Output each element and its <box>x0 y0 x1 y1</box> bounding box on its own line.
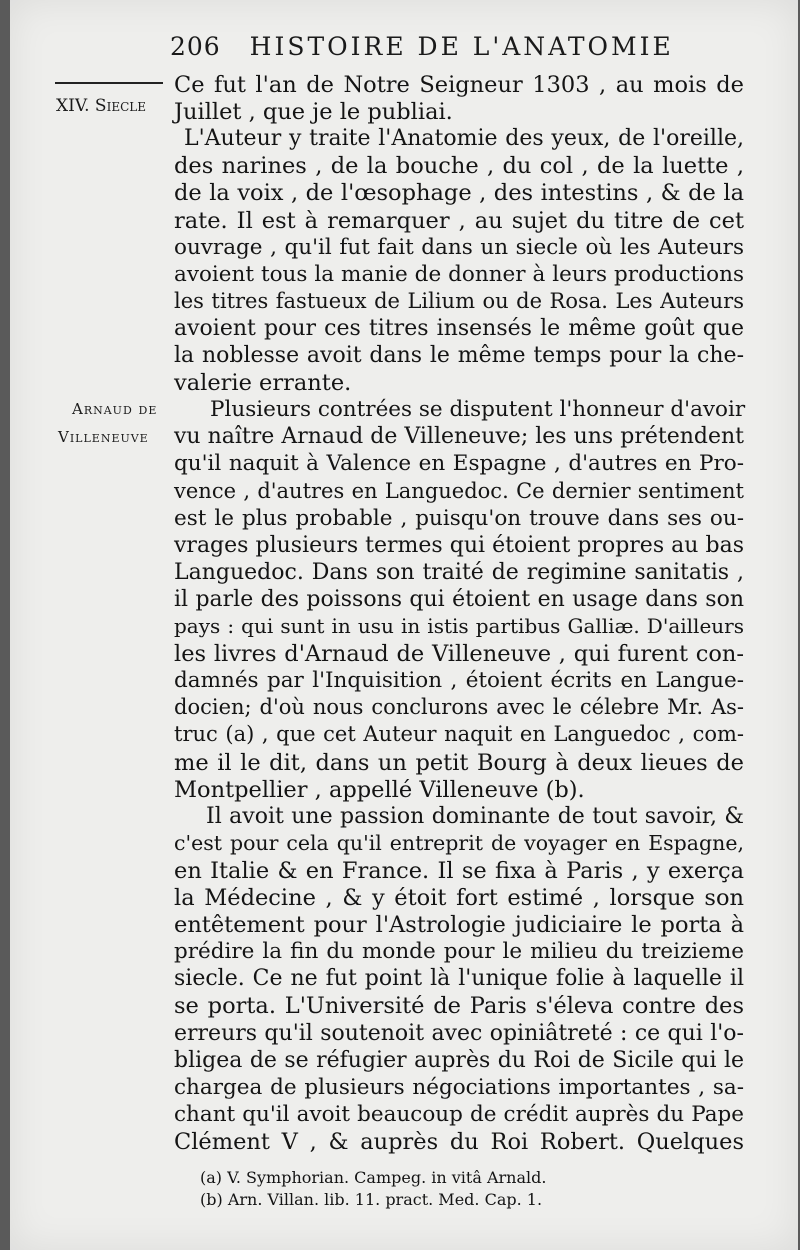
text-line: damnés par l'Inquisition , étoient écrits en Langue- <box>174 668 744 694</box>
text-line: pays : qui sunt in usu in istis partibus Galliæ. D'ailleurs <box>174 614 744 638</box>
text-line: rate. Il est à remarquer , au sujet du titre de cet <box>174 207 744 234</box>
text-line: les livres d'Arnaud de Villeneuve , qui furent con- <box>174 641 744 668</box>
text-line: prédire la fin du monde pour le milieu du treizieme <box>174 939 744 965</box>
margin-rule <box>55 82 163 84</box>
text-line: en Italie & en France. Il se fixa à Paris , y exerça <box>174 857 744 884</box>
text-line: Languedoc. Dans son traité de regimine sanitatis , <box>174 559 744 585</box>
text-line: avoient pour ces titres insensés le même goût que <box>174 315 744 341</box>
footnote-a: (a) V. Symphorian. Campeg. in vitâ Arnald. <box>200 1168 547 1187</box>
text-line: entêtement pour l'Astrologie judiciaire le porta à <box>174 912 744 939</box>
text-line: les titres fastueux de Lilium ou de Rosa. Les Auteurs <box>174 288 744 313</box>
text-line: Ce fut l'an de Notre Seigneur 1303 , au mois de <box>174 72 744 98</box>
page-header <box>170 32 770 61</box>
text-line: chargea de plusieurs négociations importantes , sa- <box>174 1074 744 1100</box>
text-line: docien; d'où nous conclurons avec le célebre Mr. As- <box>174 695 744 720</box>
text-line: avoient tous la manie de donner à leurs productions <box>174 261 744 287</box>
text-line: siecle. Ce ne fut point là l'unique folie à laquelle il <box>174 966 744 992</box>
text-line: Plusieurs contrées se disputent l'honneur d'avoir <box>210 397 746 423</box>
margin-note-name-1: Arnaud de <box>72 400 158 418</box>
text-line: vrages plusieurs termes qui étoient propres au bas <box>174 532 744 558</box>
text-line: erreurs qu'il soutenoit avec opiniâtreté : ce qui l'o- <box>174 1020 744 1046</box>
text-line: c'est pour cela qu'il entreprit de voyager en Espagne, <box>174 830 744 855</box>
text-line: L'Auteur y traite l'Anatomie des yeux, de l'oreille, <box>184 126 744 152</box>
text-line: il parle des poissons qui étoient en usage dans son <box>174 586 744 612</box>
text-line: bligea de se réfugier auprès du Roi de Sicile qui le <box>174 1047 744 1073</box>
text-line: chant qu'il avoit beaucoup de crédit auprès du Pape <box>174 1101 744 1127</box>
text-line: la noblesse avoit dans le même temps pour la che- <box>174 343 744 368</box>
text-line: des narines , de la bouche , du col , de la luette , <box>174 153 744 180</box>
text-line: valerie errante. <box>174 370 352 397</box>
text-line: vu naître Arnaud de Villeneuve; les uns prétendent <box>174 424 744 450</box>
text-line: Il avoit une passion dominante de tout savoir, & <box>206 803 744 829</box>
text-line: Juillet , que je le publiai. <box>174 99 453 126</box>
running-title: HISTOIRE DE L'ANATOMIE <box>249 32 674 61</box>
text-line: la Médecine , & y étoit fort estimé , lorsque son <box>174 885 744 911</box>
text-line: de la voix , de l'œsophage , des intestins , & de la <box>174 180 744 207</box>
text-line: truc (a) , que cet Auteur naquit en Languedoc , com- <box>174 722 744 747</box>
margin-note-century: XIV. Siecle <box>56 96 146 116</box>
text-line: Clément V , & auprès du Roi Robert. Quelques <box>174 1128 744 1155</box>
text-line: Montpellier , appellé Villeneuve (b). <box>174 776 585 803</box>
page-number: 206 <box>170 32 221 61</box>
text-line: vence , d'autres en Languedoc. Ce dernier sentiment <box>174 478 744 503</box>
footnote-b: (b) Arn. Villan. lib. 11. pract. Med. Cap. 1. <box>200 1190 543 1209</box>
book-page <box>10 0 798 1250</box>
text-line: me il le dit, dans un petit Bourg à deux lieues de <box>174 749 744 776</box>
text-line: est le plus probable , puisqu'on trouve dans ses ou- <box>174 505 744 531</box>
text-line: ouvrage , qu'il fut fait dans un siecle où les Auteurs <box>174 234 744 260</box>
text-line: se porta. L'Université de Paris s'éleva contre des <box>174 993 744 1020</box>
text-line: qu'il naquit à Valence en Espagne , d'autres en Pro- <box>174 451 744 477</box>
margin-note-name-2: Villeneuve <box>58 428 149 446</box>
